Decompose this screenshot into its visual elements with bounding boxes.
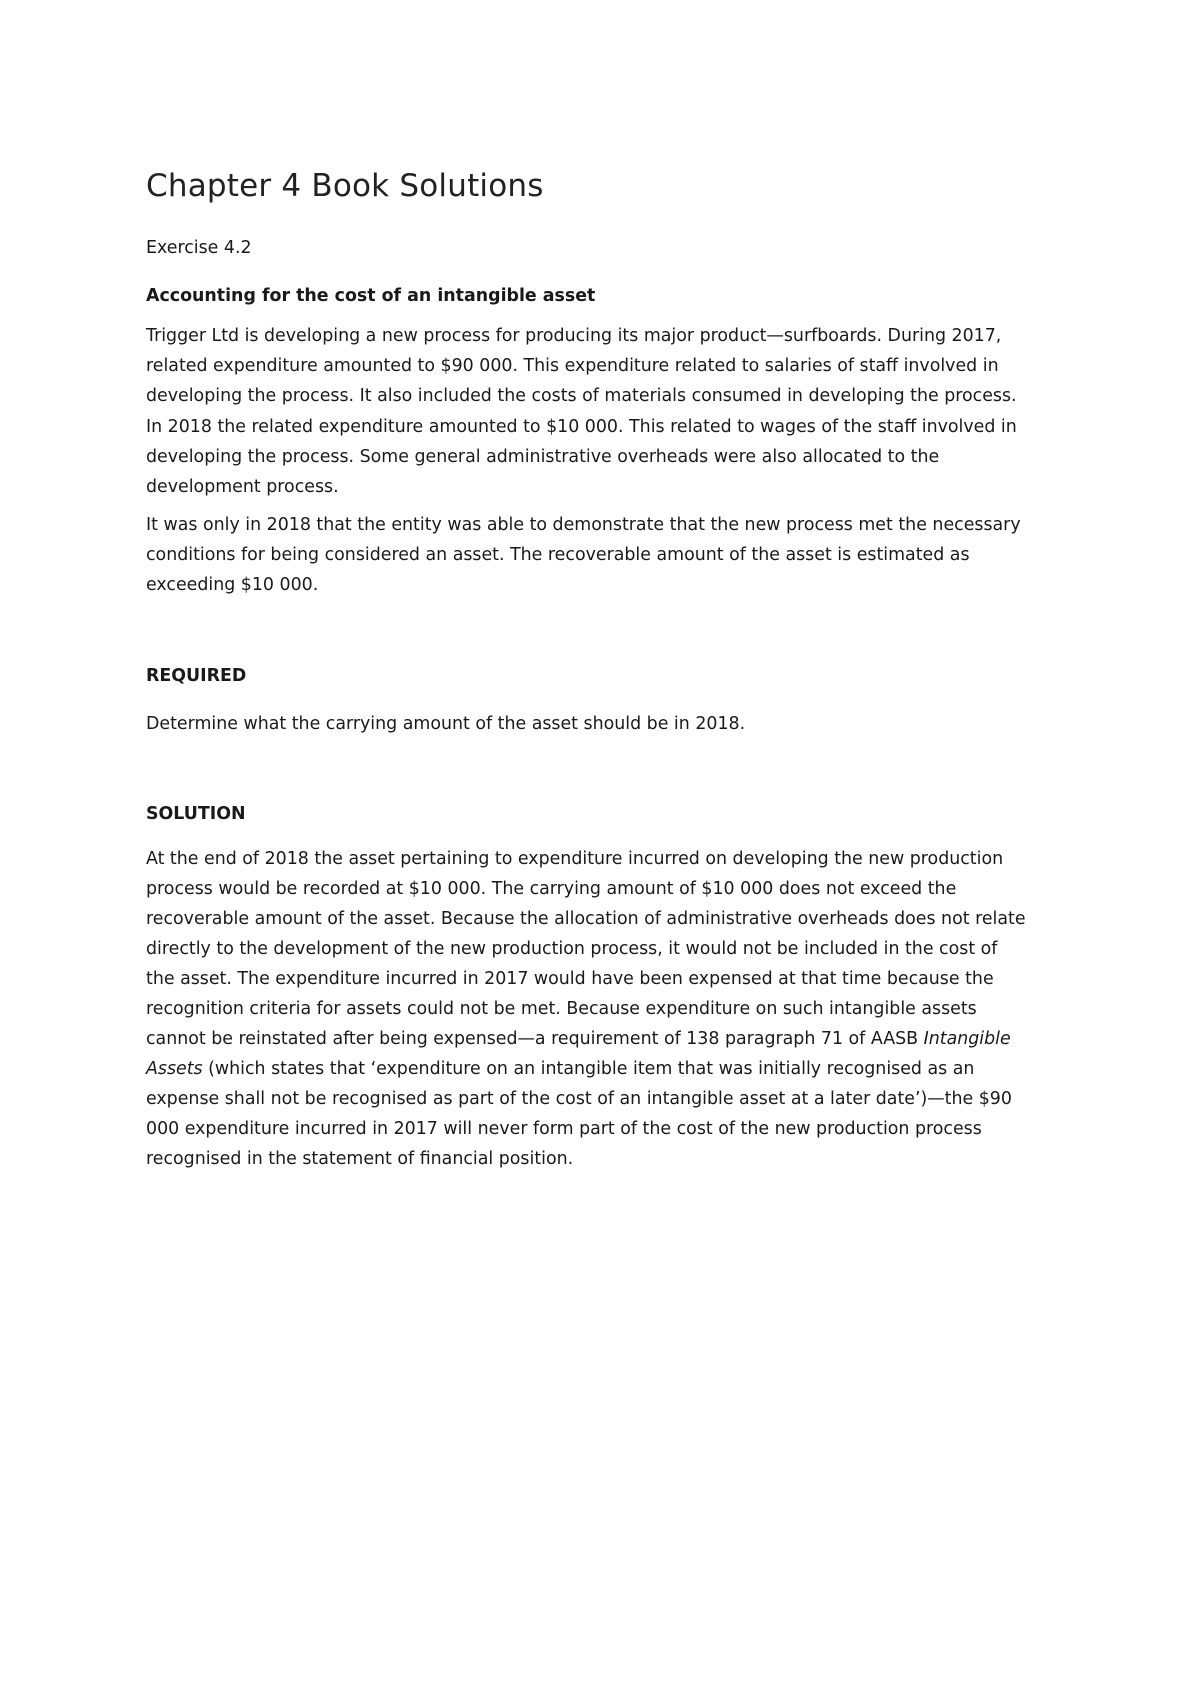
solution-line-text: (which states that ‘expenditure on an intangible item that was initially recognised as an	[202, 1059, 975, 1079]
paragraph-3-line: It was only in 2018 that the entity was able to demonstrate that the new process met the necessary	[146, 515, 1021, 535]
exercise-heading: Accounting for the cost of an intangible asset	[146, 286, 596, 306]
solution-line: 000 expenditure incurred in 2017 will never form part of the cost of the new production process	[146, 1119, 982, 1139]
paragraph-3-line: conditions for being considered an asset. The recoverable amount of the asset is estimated as	[146, 545, 970, 565]
paragraph-1-line: related expenditure amounted to $90 000. This expenditure related to salaries of staff involved in	[146, 356, 999, 376]
required-text: Determine what the carrying amount of the asset should be in 2018.	[146, 714, 746, 734]
solution-line: expense shall not be recognised as part of the cost of an intangible asset at a later date’)—the $90	[146, 1089, 1012, 1109]
paragraph-2-line: In 2018 the related expenditure amounted to $10 000. This related to wages of the staff involved in	[146, 417, 1017, 437]
standard-title-italic: Assets	[146, 1059, 203, 1079]
solution-label: SOLUTION	[146, 804, 246, 824]
solution-line: recoverable amount of the asset. Because the allocation of administrative overheads does not relate	[146, 909, 1026, 929]
paragraph-1-line: Trigger Ltd is developing a new process for producing its major product—surfboards. During 2017,	[146, 326, 1002, 346]
paragraph-1	[146, 321, 1017, 411]
solution-line: recognised in the statement of financial position.	[146, 1149, 574, 1169]
paragraph-3	[146, 510, 1021, 600]
solution-line: process would be recorded at $10 000. The carrying amount of $10 000 does not exceed the	[146, 879, 957, 899]
solution-line-text: cannot be reinstated after being expensed—a requirement of 138 paragraph 71 of AASB	[146, 1029, 924, 1049]
paragraph-2-line: developing the process. Some general administrative overheads were also allocated to the	[146, 447, 940, 467]
page-title: Chapter 4 Book Solutions	[146, 168, 544, 204]
solution-line	[146, 1024, 1026, 1054]
required-label: REQUIRED	[146, 666, 247, 686]
paragraph-3-line: exceeding $10 000.	[146, 575, 319, 595]
solution-line: recognition criteria for assets could not be met. Because expenditure on such intangible assets	[146, 999, 977, 1019]
solution-line: At the end of 2018 the asset pertaining to expenditure incurred on developing the new production	[146, 849, 1004, 869]
paragraph-2	[146, 412, 1017, 502]
solution-text	[146, 844, 1026, 1174]
exercise-number: Exercise 4.2	[146, 238, 252, 258]
paragraph-1-line: developing the process. It also included the costs of materials consumed in developing the process.	[146, 386, 1017, 406]
solution-line: directly to the development of the new production process, it would not be included in the cost of	[146, 939, 998, 959]
solution-line: the asset. The expenditure incurred in 2017 would have been expensed at that time because the	[146, 969, 994, 989]
paragraph-2-line: development process.	[146, 477, 339, 497]
solution-line	[146, 1054, 1026, 1084]
standard-title-italic: Intangible	[923, 1029, 1011, 1049]
